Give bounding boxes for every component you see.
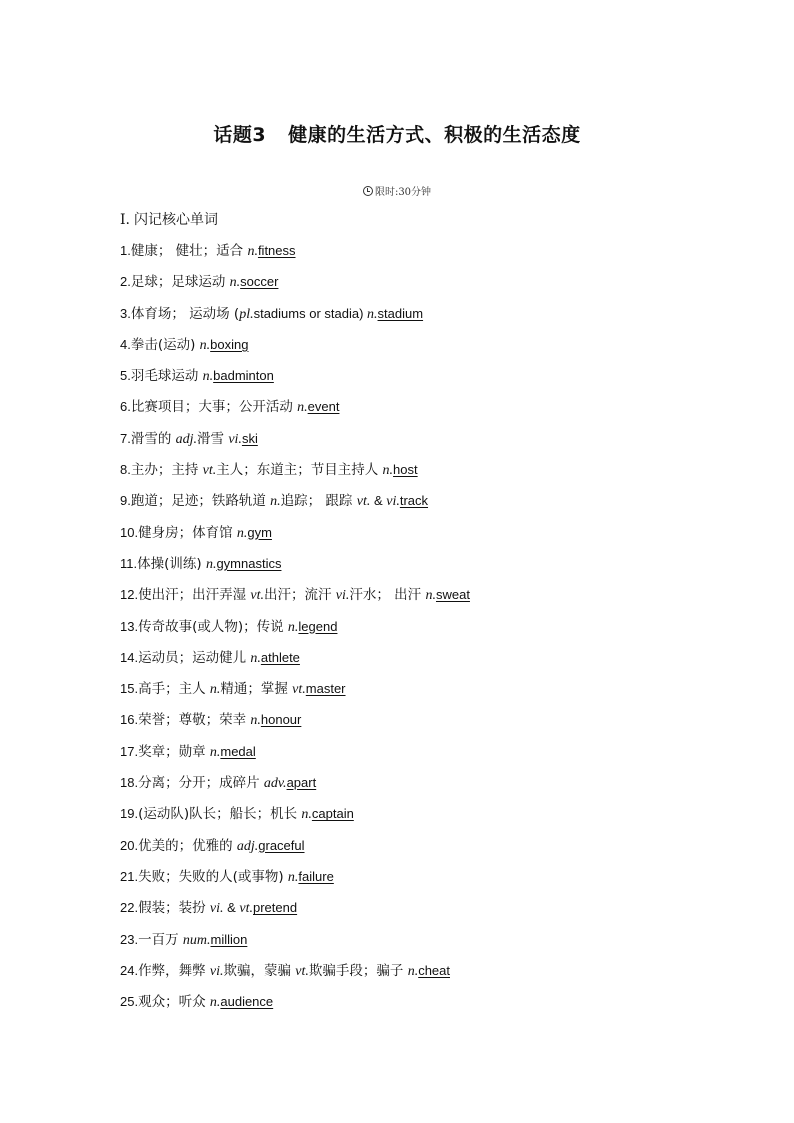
answer-word: gymnastics [216,555,282,571]
definition-text: 运动员；运动健儿 [138,649,251,666]
answer-word: graceful [258,837,305,853]
vocab-item [120,895,476,926]
vocab-item [120,238,476,269]
part-of-speech: n. [270,494,281,510]
answer-word: event [307,399,340,415]
vocab-item [120,770,476,801]
part-of-speech: vt. [202,463,217,479]
answer-word: legend [298,618,338,634]
part-of-speech: vi. [209,901,224,917]
vocab-item [120,989,476,1020]
vocab-item [120,833,476,864]
answer-word: stadium [377,305,424,321]
section-number: Ⅰ. [120,212,130,228]
part-of-speech: adj. [236,838,259,854]
vocab-item [120,332,476,363]
section-title: 闪记核心单词 [133,212,218,228]
item-number: 22. [120,900,139,916]
item-number: 8. [120,462,131,478]
definition-text: stadiums or stadia) [253,305,368,321]
answer-word: host [393,462,418,478]
item-number: 13. [120,618,139,634]
part-of-speech: vi. [335,588,350,604]
time-limit [0,183,794,198]
vocab-item [120,645,476,676]
part-of-speech: n. [229,275,241,291]
answer-word: badminton [213,368,274,384]
part-of-speech: vi. [386,494,400,510]
answer-word: soccer [240,274,279,290]
answer-word: apart [286,775,317,791]
definition-text: 观众；听众 [138,994,210,1011]
part-of-speech: vt. [356,494,371,510]
definition-text: 传奇故事(或人物)；传说 [138,618,288,635]
definition-text: 欺骗手段；骗子 [308,962,408,979]
vocab-item [120,457,476,488]
part-of-speech: adv. [263,776,287,792]
part-of-speech: pl. [239,306,254,322]
vocab-item [120,676,476,707]
vocab-item [120,864,476,895]
part-of-speech: n. [287,869,299,885]
part-of-speech: n. [209,682,221,698]
item-number: 19. [120,806,139,822]
definition-text: 滑雪的 [130,430,176,447]
definition-text: 体育场； 运动场 ( [130,305,240,322]
answer-word: fitness [257,243,296,258]
definition-text: 体操(训练) [137,555,206,572]
answer-word: audience [220,994,274,1010]
vocab-item [120,301,476,332]
part-of-speech: n. [382,463,394,479]
part-of-speech: n. [236,525,248,541]
item-number: 2. [120,274,131,290]
item-number: 15. [120,681,139,697]
definition-text: 优美的；优雅的 [138,837,237,854]
part-of-speech: vi. [228,431,242,447]
time-limit-text: 限时:30分钟 [374,187,432,198]
vocab-item [120,707,476,738]
vocab-item [120,551,476,582]
answer-word: ski [241,430,258,446]
definition-text: 比赛项目；大事；公开活动 [130,399,298,416]
part-of-speech: n. [250,713,261,729]
part-of-speech: vt. [295,963,309,979]
part-of-speech: vt. [292,682,306,698]
part-of-speech: vt. [239,901,253,917]
part-of-speech: n. [367,306,378,322]
item-number: 18. [120,775,139,791]
definition-text: & [370,493,387,509]
definition-text: 羽毛球运动 [130,368,203,385]
part-of-speech: n. [209,995,221,1011]
definition-text: 追踪； 跟踪 [280,493,357,510]
item-number: 3. [120,305,131,321]
item-number: 4. [120,336,131,352]
definition-text: 跑道；足迹；铁路轨道 [130,493,271,510]
part-of-speech: adj. [175,431,198,447]
vocab-item [120,927,476,958]
answer-word: sweat [435,587,470,603]
vocab-item [120,582,476,613]
vocabulary-list [120,238,476,1020]
answer-word: million [210,931,248,947]
vocab-item [120,739,476,770]
item-number: 7. [120,430,131,446]
part-of-speech: n. [250,650,261,666]
answer-word: honour [260,712,302,728]
vocab-item [120,488,476,519]
definition-text: (运动队)队长；船长；机长 [138,806,302,823]
clock-icon [363,186,373,196]
part-of-speech: n. [407,963,419,979]
part-of-speech: vt. [250,588,264,604]
vocab-item [120,801,476,832]
vocab-item [120,269,476,300]
answer-word: cheat [418,962,450,978]
vocab-item [120,426,476,457]
part-of-speech: n. [209,744,221,760]
definition-text: 一百万 [138,931,183,948]
definition-text: 使出汗；出汗弄湿 [138,587,251,604]
definition-text: 健康； 健壮；适合 [130,243,248,259]
part-of-speech: n. [247,244,258,259]
topic-title: 健康的生活方式、积极的生活态度 [288,124,581,146]
part-of-speech: n. [301,807,312,823]
item-number: 12. [120,587,139,603]
item-number: 6. [120,399,131,415]
answer-word: captain [311,806,354,822]
item-number: 10. [120,524,139,540]
item-number: 11. [120,555,138,571]
page-title [0,120,794,147]
item-number: 23. [120,931,139,947]
topic-label: 话题3 [213,124,267,146]
vocab-item [120,520,476,551]
definition-text: 奖章；勋章 [138,743,210,760]
answer-word: track [399,493,429,509]
vocab-item [120,958,476,989]
definition-text: 主办；主持 [130,462,203,479]
part-of-speech: n. [287,619,299,635]
answer-word: boxing [210,336,249,352]
definition-text: 主人；东道主；节目主持人 [216,462,383,479]
part-of-speech: n. [205,556,217,572]
definition-text: 高手；主人 [138,681,210,698]
answer-word: medal [220,743,256,759]
part-of-speech: vi. [209,963,224,979]
definition-text: & [223,900,240,916]
item-number: 25. [120,994,139,1010]
item-number: 16. [120,712,139,728]
item-number: 14. [120,649,139,665]
definition-text: 滑雪 [197,430,229,447]
part-of-speech: n. [425,588,436,604]
answer-word: master [305,681,346,697]
item-number: 17. [120,743,139,759]
vocab-item [120,394,476,425]
definition-text: 出汗；流汗 [263,587,336,604]
item-number: 9. [120,493,131,509]
item-number: 21. [120,868,139,884]
answer-word: athlete [260,649,300,665]
definition-text: 分离；分开；成碎片 [138,775,264,792]
answer-word: pretend [253,900,298,916]
item-number: 1. [120,243,131,258]
part-of-speech: n. [297,400,308,416]
item-number: 24. [120,962,139,978]
vocab-item [120,614,476,645]
definition-text: 失败；失败的人(或事物) [138,868,288,885]
vocab-item [120,363,476,394]
definition-text: 作弊，舞弊 [138,962,210,979]
definition-text: 欺骗，蒙骗 [223,962,296,979]
answer-word: gym [247,524,272,540]
item-number: 20. [120,837,139,853]
section-heading [120,209,218,229]
definition-text: 健身房；体育馆 [138,524,237,541]
part-of-speech: n. [199,337,211,353]
item-number: 5. [120,368,131,384]
definition-text: 拳击(运动) [130,336,200,353]
definition-text: 荣誉；尊敬；荣幸 [138,712,251,729]
part-of-speech: n. [202,369,214,385]
definition-text: 汗水； 出汗 [349,587,426,604]
answer-word: failure [298,868,334,884]
definition-text: 足球；足球运动 [130,274,230,291]
part-of-speech: num. [182,932,211,948]
definition-text: 假装；装扮 [138,900,210,917]
definition-text: 精通；掌握 [220,681,293,698]
